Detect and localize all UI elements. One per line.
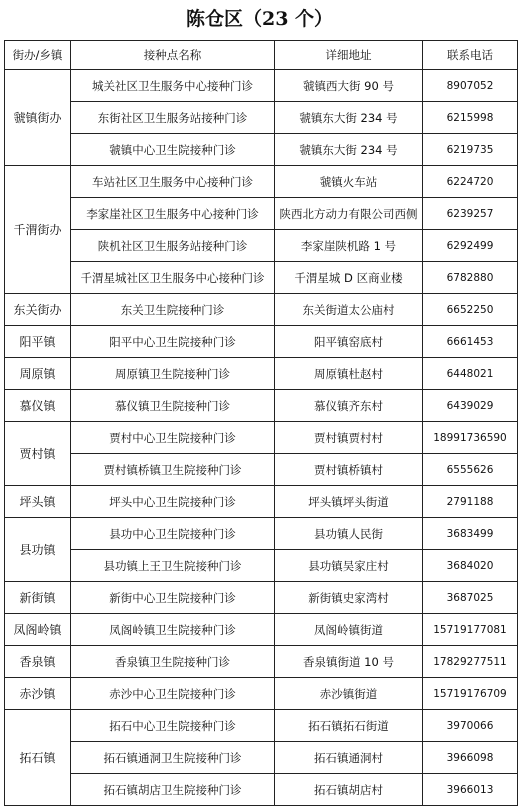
address-cell: 县功镇人民街 [275, 518, 423, 550]
table-row [5, 390, 518, 422]
site-name-cell: 拓石镇通洞卫生院接种门诊 [71, 742, 275, 774]
address-cell: 坪头镇坪头街道 [275, 486, 423, 518]
table-row [5, 102, 518, 134]
phone-cell: 3966098 [423, 742, 518, 774]
header-site-name: 接种点名称 [71, 41, 275, 70]
district-cell: 坪头镇 [5, 486, 71, 518]
phone-cell: 3683499 [423, 518, 518, 550]
table-row [5, 518, 518, 550]
address-cell: 阳平镇窑底村 [275, 326, 423, 358]
table-row [5, 678, 518, 710]
address-cell: 贾村镇桥镇村 [275, 454, 423, 486]
phone-cell: 6782880 [423, 262, 518, 294]
site-name-cell: 慕仪镇卫生院接种门诊 [71, 390, 275, 422]
phone-cell: 6215998 [423, 102, 518, 134]
table-row [5, 134, 518, 166]
site-name-cell: 城关社区卫生服务中心接种门诊 [71, 70, 275, 102]
district-cell: 东关街办 [5, 294, 71, 326]
district-cell: 阳平镇 [5, 326, 71, 358]
site-name-cell: 东街社区卫生服务站接种门诊 [71, 102, 275, 134]
header-address: 详细地址 [275, 41, 423, 70]
site-name-cell: 贾村中心卫生院接种门诊 [71, 422, 275, 454]
table-row [5, 70, 518, 102]
phone-cell: 6239257 [423, 198, 518, 230]
table-row [5, 326, 518, 358]
phone-cell: 6439029 [423, 390, 518, 422]
table-row [5, 230, 518, 262]
district-cell: 香泉镇 [5, 646, 71, 678]
address-cell: 香泉镇街道 10 号 [275, 646, 423, 678]
phone-cell: 8907052 [423, 70, 518, 102]
table-row [5, 710, 518, 742]
site-name-cell: 陕机社区卫生服务站接种门诊 [71, 230, 275, 262]
address-cell: 新街镇史家湾村 [275, 582, 423, 614]
phone-cell: 15719177081 [423, 614, 518, 646]
site-name-cell: 千渭星城社区卫生服务中心接种门诊 [71, 262, 275, 294]
district-cell: 拓石镇 [5, 710, 71, 806]
table-row [5, 646, 518, 678]
address-cell: 虢镇东大街 234 号 [275, 102, 423, 134]
address-cell: 拓石镇通洞村 [275, 742, 423, 774]
phone-cell: 6555626 [423, 454, 518, 486]
site-name-cell: 东关卫生院接种门诊 [71, 294, 275, 326]
district-cell: 虢镇街办 [5, 70, 71, 166]
site-name-cell: 贾村镇桥镇卫生院接种门诊 [71, 454, 275, 486]
table-row [5, 486, 518, 518]
site-name-cell: 李家崖社区卫生服务中心接种门诊 [71, 198, 275, 230]
table-row [5, 262, 518, 294]
address-cell: 凤阁岭镇街道 [275, 614, 423, 646]
site-name-cell: 凤阁岭镇卫生院接种门诊 [71, 614, 275, 646]
address-cell: 东关街道太公庙村 [275, 294, 423, 326]
site-name-cell: 拓石镇胡店卫生院接种门诊 [71, 774, 275, 806]
district-cell: 赤沙镇 [5, 678, 71, 710]
address-cell: 赤沙镇街道 [275, 678, 423, 710]
table-row [5, 614, 518, 646]
site-name-cell: 赤沙中心卫生院接种门诊 [71, 678, 275, 710]
site-name-cell: 县功镇上王卫生院接种门诊 [71, 550, 275, 582]
phone-cell: 3687025 [423, 582, 518, 614]
table-row [5, 582, 518, 614]
address-cell: 千渭星城 D 区商业楼 [275, 262, 423, 294]
district-cell: 贾村镇 [5, 422, 71, 486]
address-cell: 虢镇火车站 [275, 166, 423, 198]
site-name-cell: 县功中心卫生院接种门诊 [71, 518, 275, 550]
table-header-row [5, 41, 518, 70]
district-cell: 新街镇 [5, 582, 71, 614]
table-row [5, 358, 518, 390]
phone-cell: 3966013 [423, 774, 518, 806]
phone-cell: 6652250 [423, 294, 518, 326]
address-cell: 贾村镇贾村村 [275, 422, 423, 454]
table-body [5, 70, 518, 806]
district-cell: 千渭街办 [5, 166, 71, 294]
site-name-cell: 拓石中心卫生院接种门诊 [71, 710, 275, 742]
address-cell: 慕仪镇齐东村 [275, 390, 423, 422]
district-cell: 慕仪镇 [5, 390, 71, 422]
site-name-cell: 车站社区卫生服务中心接种门诊 [71, 166, 275, 198]
address-cell: 周原镇杜赵村 [275, 358, 423, 390]
address-cell: 陕西北方动力有限公司西侧 [275, 198, 423, 230]
address-cell: 拓石镇拓石街道 [275, 710, 423, 742]
phone-cell: 2791188 [423, 486, 518, 518]
phone-cell: 15719176709 [423, 678, 518, 710]
district-cell: 县功镇 [5, 518, 71, 582]
header-phone: 联系电话 [423, 41, 518, 70]
phone-cell: 6292499 [423, 230, 518, 262]
table-row [5, 742, 518, 774]
table-row [5, 294, 518, 326]
site-name-cell: 虢镇中心卫生院接种门诊 [71, 134, 275, 166]
header-district: 街办/乡镇 [5, 41, 71, 70]
table-row [5, 166, 518, 198]
phone-cell: 6219735 [423, 134, 518, 166]
site-name-cell: 周原镇卫生院接种门诊 [71, 358, 275, 390]
page-title: 陈仓区（23 个） [185, 8, 334, 30]
table-row [5, 774, 518, 806]
site-name-cell: 香泉镇卫生院接种门诊 [71, 646, 275, 678]
site-name-cell: 阳平中心卫生院接种门诊 [71, 326, 275, 358]
address-cell: 县功镇吴家庄村 [275, 550, 423, 582]
table-row [5, 454, 518, 486]
district-cell: 周原镇 [5, 358, 71, 390]
table-row [5, 198, 518, 230]
address-cell: 虢镇西大街 90 号 [275, 70, 423, 102]
address-cell: 虢镇东大街 234 号 [275, 134, 423, 166]
phone-cell: 17829277511 [423, 646, 518, 678]
site-name-cell: 新街中心卫生院接种门诊 [71, 582, 275, 614]
phone-cell: 6448021 [423, 358, 518, 390]
phone-cell: 3684020 [423, 550, 518, 582]
vaccination-sites-table [4, 40, 518, 806]
address-cell: 拓石镇胡店村 [275, 774, 423, 806]
address-cell: 李家崖陕机路 1 号 [275, 230, 423, 262]
phone-cell: 6661453 [423, 326, 518, 358]
district-cell: 凤阁岭镇 [5, 614, 71, 646]
phone-cell: 6224720 [423, 166, 518, 198]
table-row [5, 422, 518, 454]
phone-cell: 18991736590 [423, 422, 518, 454]
site-name-cell: 坪头中心卫生院接种门诊 [71, 486, 275, 518]
table-row [5, 550, 518, 582]
phone-cell: 3970066 [423, 710, 518, 742]
